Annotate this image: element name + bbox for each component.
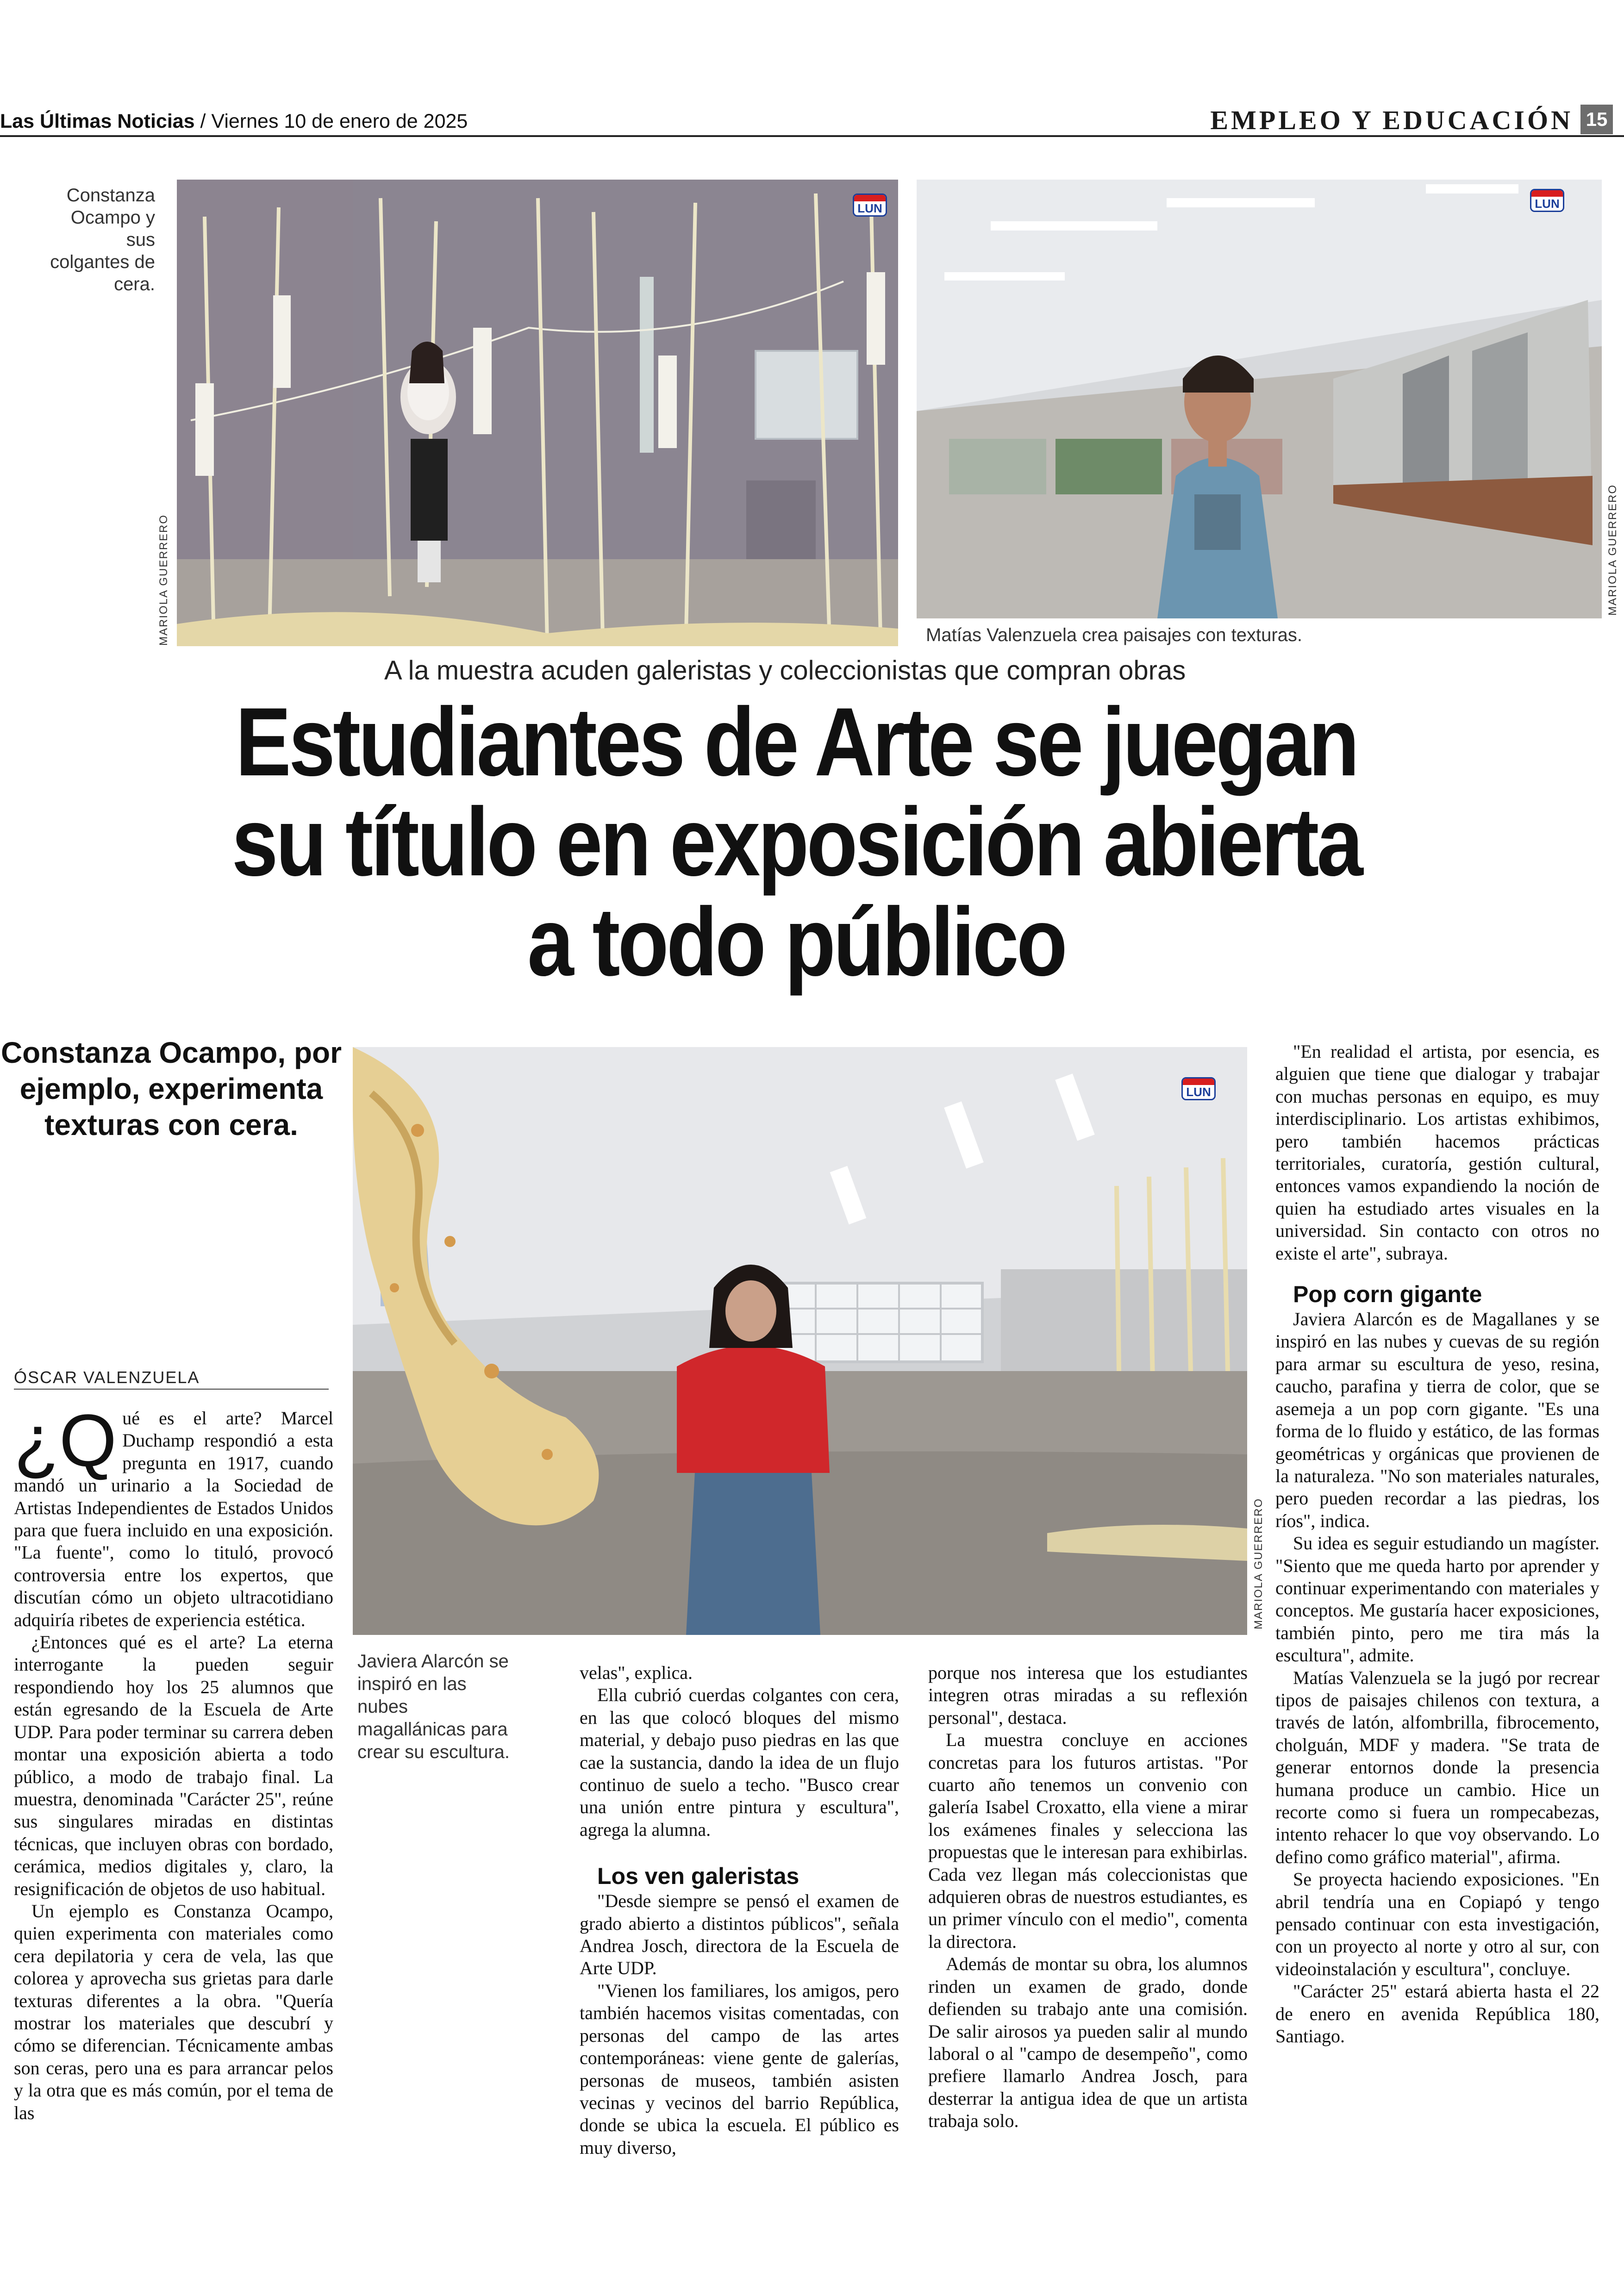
photo1-credit: MARIOLA GUERRERO: [157, 514, 170, 646]
byline: ÓSCAR VALENZUELA: [14, 1368, 200, 1387]
paragraph: "Vienen los familiares, los amigos, pero también hacemos visitas comentadas, con personas del campo de las artes contemporáneas: viene gente de galerías, personas de museos, también asisten vecinas y vecinos del barrio República, donde se ubica la escuela. El público es muy diverso,: [580, 1980, 899, 2158]
paragraph: "Desde siempre se pensó el examen de grado abierto a distintos públicos", señala Andrea Josch, directora de la Escuela de Arte UDP.: [580, 1890, 899, 1979]
paragraph: ¿Q ué es el arte? Marcel Duchamp respondió a esta pregunta en 1917, cuando mandó un urinario a la Sociedad de Artistas Independientes de Estados Unidos para que fuera incluido en una exposición. "La fuente", como lo tituló, provocó controversia entre los expertos, que discutían cómo un objeto ultracotidiano adquiría ribetes de experiencia estética.: [14, 1399, 333, 1630]
paragraph: Se proyecta haciendo exposiciones. "En abril tendría una en Copiapó y tengo pensado continuar con esta investigación, con un proyecto al norte y otro al sur, con videoinstalación y escultura", concluye.: [1275, 1869, 1599, 1979]
paragraph: Javiera Alarcón es de Magallanes y se inspiró en las nubes y cuevas de su región para armar su escultura de yeso, resina, caucho, parafina y tierra de color, que se asemeja a un pop corn gigante. "Es una forma de lo fluido y estático, de las formas geométricas y orgánicas que provienen de la naturaleza. "No son materiales naturales, pero pueden recordar a las piedras, los ríos", indica.: [1275, 1309, 1599, 1531]
paragraph: La muestra concluye en acciones concretas para los futuros artistas. "Por cuarto año tenemos un convenio con galería Isabel Croxatto, ella viene a mirar los exámenes finales y selecciona las propuestas que le interesan para exhibirlas. Cada vez llegan más coleccionistas que adquieren obras de nuestros estudiantes, es un primer vínculo con el medio", comenta la directora.: [928, 1729, 1248, 1952]
paragraph: ¿Entonces qué es el arte? La eterna interrogante la pueden seguir respondiendo hoy los 25 alumnos que están egresando de la Escuela de Arte UDP. Para poder terminar su carrera deben montar una exposición abierta a todo público, a modo de trabajo final. La muestra, denominada "Carácter 25", reúne sus singulares miradas en distintas técnicas, que incluyen obras con bordado, cerámica, medios digitales y, claro, la resignificación de objetos de uso habitual.: [14, 1632, 333, 1899]
photo-javiera-alarcon: [353, 1047, 1247, 1635]
section-title: EMPLEO Y EDUCACIÓN: [1210, 105, 1573, 135]
kicker: A la muestra acuden galeristas y coleccionistas que compran obras: [384, 655, 1186, 686]
photo2-credit: MARIOLA GUERRERO: [1606, 484, 1619, 616]
paragraph: Ella cubrió cuerdas colgantes con cera, en las que colocó bloques del mismo material, y debajo puso piedras en las que cae la sustancia, dando la idea de un flujo continuo de suelo a techo. "Busco crear una unión entre pintura y escultura", agrega la alumna.: [580, 1684, 899, 1840]
dek: Constanza Ocampo, por ejemplo, experimenta texturas con cera.: [0, 1036, 342, 1141]
lun-logo: LUN: [1181, 1077, 1216, 1100]
paragraph: porque nos interesa que los estudiantes integren otras miradas a su reflexión personal", destaca.: [928, 1662, 1248, 1728]
paragraph: Matías Valenzuela se la jugó por recrear tipos de paisajes chilenos con textura, a través de latón, alfombrilla, fibrocemento, cholguán, MDF y madera. "Se trata de generar entornos donde la presencia humana produce un cambio. Hice un recorte como si fuera un rompecabezas, intento rehacer lo que voy observando. Lo defino como gráfico material", afirma.: [1275, 1667, 1599, 1867]
paragraph: Además de montar su obra, los alumnos rinden un examen de grado, donde defienden su trabajo ante una comisión. De salir airosos ya pueden salir al mundo laboral o al "campo de desempeño", como prefiere llamarlo Andrea Josch, para desterrar la antigua idea de que un artista trabaja solo.: [928, 1953, 1248, 2132]
photo-matias-valenzuela: [917, 180, 1602, 618]
paragraph: Un ejemplo es Constanza Ocampo, quien experimenta con materiales como cera depilatoria y cera de vela, las que colorea y aprovecha sus grietas para darle texturas diferentes a la obra. "Quería mostrar los materiales que descubrí y cómo se diferencian. Técnicamente ambas son ceras, pero una es para arrancar pelos y la otra que es más común, por el tema de las: [14, 1900, 333, 2123]
photo3-credit: MARIOLA GUERRERO: [1252, 1497, 1265, 1629]
paragraph: velas", explica.: [580, 1662, 693, 1683]
article-column-2: [580, 1662, 899, 2159]
lun-logo: LUN: [1530, 189, 1564, 212]
byline-rule: [14, 1389, 329, 1390]
paragraph: "Carácter 25" estará abierta hasta el 22 de enero en avenida República 180, Santiago.: [1275, 1981, 1599, 2047]
subheading-pop-corn: Pop corn gigante: [1293, 1281, 1482, 1308]
subheading-galeristas: Los ven galeristas: [597, 1863, 800, 1890]
headline: Estudiantes de Arte se juegan su título en exposición abierta a todo público: [231, 687, 1361, 996]
photo3-caption: Javiera Alarcón se inspiró en las nubes magallánicas para crear su escultura.: [357, 1651, 510, 1762]
drop-cap: ¿Q: [14, 1399, 117, 1482]
masthead: [0, 110, 468, 133]
photo-constanza-ocampo: [177, 180, 898, 646]
lun-logo: LUN: [853, 193, 887, 217]
photo2-caption: Matías Valenzuela crea paisajes con texturas.: [926, 625, 1303, 645]
header-rule: [0, 135, 1624, 137]
article-column-4: [1275, 1041, 1599, 2047]
page-number: 15: [1580, 105, 1613, 134]
article-column-3: [928, 1662, 1248, 2133]
photo1-caption: Constanza Ocampo y sus colgantes de cera.: [50, 185, 155, 294]
issue-date: / Viernes 10 de enero de 2025: [194, 110, 468, 132]
newspaper-name: Las Últimas Noticias: [0, 110, 195, 132]
paragraph: Su idea es seguir estudiando un magíster. "Siento que me queda harto por aprender y continuar experimentando con materiales y conceptos. Me gustaría hacer exposiciones, también pinto, pero me tira más la escultura", admite.: [1275, 1533, 1599, 1666]
paragraph: "En realidad el artista, por esencia, es alguien que tiene que dialogar y trabajar con muchas personas en equipo, es muy interdisciplinario. Los artistas exhibimos, pero también hacemos prácticas territoriales, curatoría, gestión cultural, entonces vamos expandiendo la noción de quien ha estudiado artes visuales en la universidad. Sin contacto con otros no existe el arte", subraya.: [1275, 1041, 1599, 1264]
article-column-1: [14, 1399, 333, 2124]
